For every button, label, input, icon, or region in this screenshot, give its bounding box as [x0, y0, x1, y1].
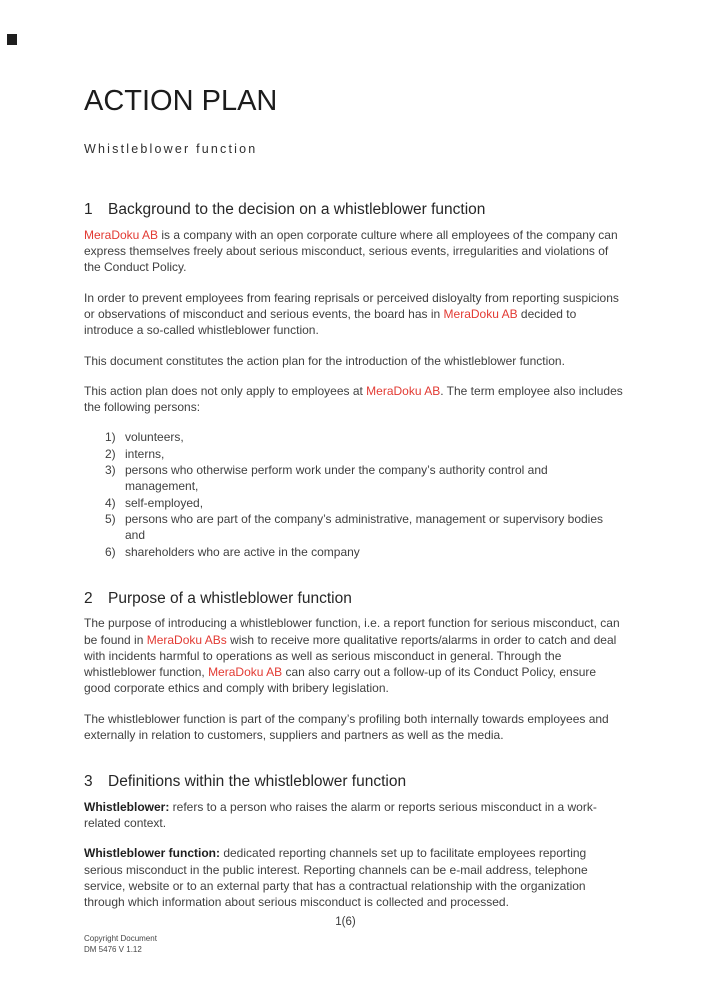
list-item: [84, 446, 624, 462]
section-definitions: [84, 772, 624, 910]
list-text: volunteers,: [125, 430, 184, 445]
heading-text: Definitions within the whistleblower function: [108, 773, 407, 791]
list-text: interns,: [125, 446, 165, 461]
paragraph: [84, 615, 624, 696]
company-name-highlight: MeraDoku AB: [366, 383, 441, 398]
footer-copyright: [84, 934, 157, 955]
list-marker: 6): [105, 544, 116, 559]
section-heading: [84, 772, 624, 791]
paragraph: [84, 353, 624, 369]
paragraph: [84, 711, 624, 744]
paragraph: [84, 799, 624, 832]
text-segment: can also carry out a follow-up of its Conduct Policy, ensure good corporate ethics and comply with bribery legislation.: [84, 665, 597, 696]
list-item: [84, 495, 624, 511]
section-purpose: [84, 589, 624, 743]
list-item: [84, 429, 624, 445]
text-segment: The whistleblower function is part of the company’s profiling both internally towards employees and externally in relation to customers, suppliers and partners as well as the media.: [84, 711, 609, 743]
text-segment: This document constitutes the action plan for the introduction of the whistleblower function.: [84, 353, 565, 368]
text-segment: . The term employee also includes the following persons:: [84, 383, 623, 415]
list-text: persons who are part of the company’s administrative, management or supervisory bodies and: [125, 511, 604, 543]
list-item: [84, 544, 624, 560]
paragraph: [84, 227, 624, 276]
heading-number: 3: [84, 773, 93, 791]
page-number: 1(6): [335, 916, 356, 928]
heading-number: 2: [84, 589, 93, 607]
text-segment: is a company with an open corporate culture where all employees of the company can express themselves freely about serious misconduct, serious events, irregularities and violations of the Conduct Policy.: [84, 227, 618, 275]
text-segment: This action plan does not only apply to employees at: [84, 383, 367, 398]
list-item: [84, 462, 624, 495]
text-segment: Whistleblower:: [84, 799, 170, 814]
list-marker: 3): [105, 463, 116, 478]
document-subtitle: Whistleblower function: [84, 142, 258, 157]
list-item: [84, 511, 624, 544]
copyright-line-1: Copyright Document: [84, 934, 157, 943]
list-marker: 5): [105, 511, 116, 526]
list-marker: 2): [105, 446, 116, 461]
list-text: persons who otherwise perform work under the company’s authority control and management,: [125, 463, 548, 494]
text-segment: Whistleblower function:: [84, 846, 220, 861]
paragraph: [84, 383, 624, 416]
corner-mark: [7, 34, 17, 45]
list-text: shareholders who are active in the company: [125, 544, 360, 559]
section-heading: [84, 589, 624, 608]
paragraph: [84, 290, 624, 339]
list-marker: 4): [105, 495, 116, 510]
text-segment: wish to receive more qualitative reports/alarms in order to catch and deal with incidents harmful to operations as well as serious misconduct in general. Through the whistleblower function,: [84, 632, 617, 680]
section-heading: [84, 200, 624, 219]
document-content: [84, 86, 624, 924]
text-segment: The purpose of introducing a whistleblower function, i.e. a report function for serious misconduct, can be found in: [84, 616, 620, 647]
company-name-highlight: MeraDoku AB: [208, 665, 283, 680]
heading-number: 1: [84, 201, 93, 219]
list-marker: 1): [105, 430, 116, 445]
company-name-highlight: MeraDoku ABs: [146, 632, 227, 647]
text-segment: dedicated reporting channels set up to facilitate employees reporting serious misconduct in the public interest. Reporting channels can be e-mail address, telephone service, website or to an external party that has a contractual relationship with the organization through which information about serious misconduct is collected and processed.: [84, 846, 588, 910]
section-background: [84, 200, 624, 559]
text-segment: In order to prevent employees from fearing reprisals or perceived disloyalty from reporting suspicions or observations of misconduct and serious events, the board has in: [84, 290, 619, 321]
heading-text: Background to the decision on a whistleblower function: [108, 201, 486, 219]
list-text: self-employed,: [125, 495, 204, 510]
text-segment: refers to a person who raises the alarm or reports serious misconduct in a work-related context.: [84, 799, 597, 830]
company-name-highlight: MeraDoku AB: [443, 307, 518, 321]
heading-text: Purpose of a whistleblower function: [108, 589, 352, 607]
numbered-list: [84, 429, 624, 559]
text-segment: decided to introduce a so-called whistleblower function.: [84, 307, 577, 338]
document-title: ACTION PLAN: [84, 85, 278, 117]
copyright-line-2: DM 5476 V 1.12: [84, 944, 142, 954]
paragraph: [84, 845, 624, 910]
company-name-highlight: MeraDoku AB: [84, 227, 159, 242]
